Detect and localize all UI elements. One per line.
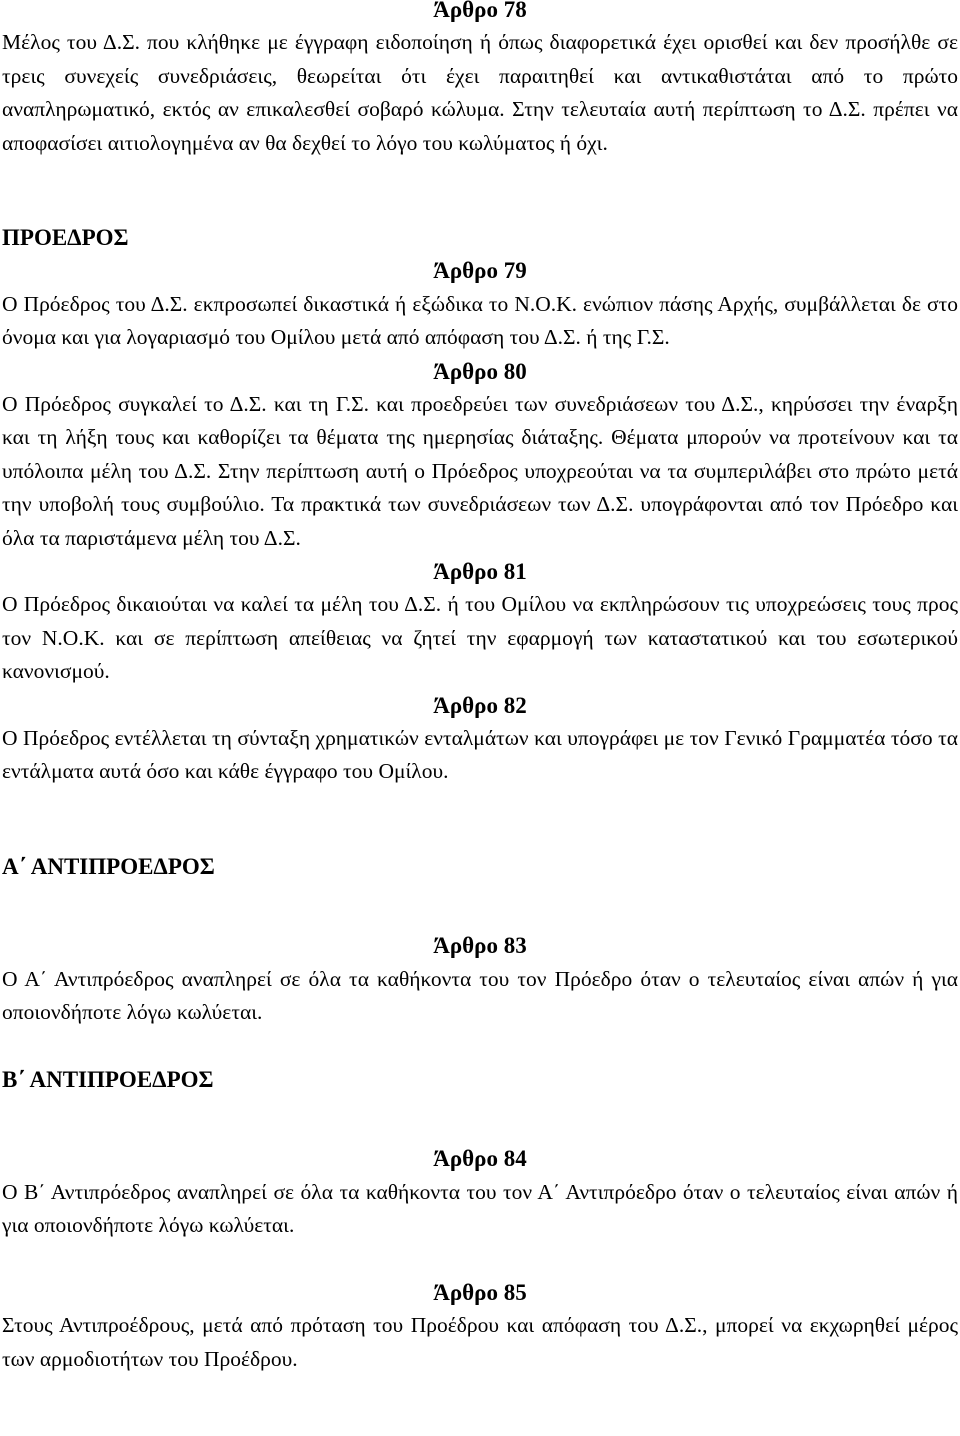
section-title-president: ΠΡΟΕΔΡΟΣ <box>2 225 129 251</box>
article-83-text: Ο Α΄ Αντιπρόεδρος αναπληρεί σε όλα τα καθήκοντα του τον Πρόεδρο όταν ο τελευταίος είναι απών ή για οποιονδήποτε λόγω κωλύεται. <box>2 966 958 1025</box>
article-78-title: Άρθρο 78 <box>433 0 527 22</box>
spacer <box>0 883 960 929</box>
article-85-text: Στους Αντιπροέδρους, μετά από πρόταση του Προέδρου και απόφαση του Δ.Σ., μπορεί να εκχωρηθεί μέρος των αρμοδιοτήτων του Προέδρου. <box>2 1313 958 1371</box>
article-82-title: Άρθρο 82 <box>433 692 527 718</box>
article-85-title: Άρθρο 85 <box>433 1279 527 1305</box>
section-title-vice-president-b: Β΄ ΑΝΤΙΠΡΟΕΔΡΟΣ <box>2 1066 214 1092</box>
article-82-text: Ο Πρόεδρος εντέλλεται τη σύνταξη χρηματικών ενταλμάτων και υπογράφει με τον Γενικό Γραμματέα τόσο τα εντάλματα αυτά όσο και κάθε έγγραφο του Ομίλου. <box>2 726 958 784</box>
spacer <box>0 1096 960 1142</box>
article-81-text: Ο Πρόεδρος δικαιούται να καλεί τα μέλη του Δ.Σ. ή του Ομίλου να εκπληρώσουν τις υποχρεώσεις τους προς τον Ν.Ο.Κ. και σε περίπτωση απείθειας να ζητεί την εφαρμογή των καταστατικού και του εσωτερικού κανονισμού. <box>2 592 958 684</box>
article-79-text: Ο Πρόεδρος του Δ.Σ. εκπροσωπεί δικαστικά ή εξώδικα το Ν.Ο.Κ. ενώπιον πάσης Αρχής, συμβάλλεται δε στο όνομα και για λογαριασμό του Ομίλου μετά από απόφαση του Δ.Σ. ή της Γ.Σ. <box>2 291 958 350</box>
spacer <box>0 789 960 850</box>
article-81-title: Άρθρο 81 <box>433 559 527 585</box>
section-title-vice-president-a: Α΄ ΑΝΤΙΠΡΟΕΔΡΟΣ <box>2 853 215 879</box>
article-80-title: Άρθρο 80 <box>433 358 527 384</box>
article-83-title: Άρθρο 83 <box>433 933 527 959</box>
spacer <box>0 1029 960 1062</box>
article-78-text: Μέλος του Δ.Σ. που κλήθηκε με έγγραφη ειδοποίηση ή όπως διαφορετικά έχει ορισθεί και δεν προσήλθε σε τρεις συνεχείς συνεδριάσεις, θεωρείται ότι έχει παραιτηθεί και αντικαθιστάται από το πρώτο αναπληρωματικό, εκτός αν επικαλεσθεί σοβαρό κώλυμα. Στην τελευταία αυτή περίπτωση το Δ.Σ. πρέπει να αποφασίσει αιτιολογημένα αν θα δεχθεί το λόγο του κωλύματος ή όχι. <box>2 30 958 155</box>
article-84-text: Ο Β΄ Αντιπρόεδρος αναπληρεί σε όλα τα καθήκοντα του τον Α΄ Αντιπρόεδρο όταν ο τελευταίος είναι απών ή για οποιονδήποτε λόγω κωλύεται. <box>2 1179 958 1238</box>
article-84-title: Άρθρο 84 <box>433 1146 527 1172</box>
spacer <box>0 160 960 221</box>
article-79-title: Άρθρο 79 <box>433 258 527 284</box>
spacer <box>0 1242 960 1275</box>
article-80-text: Ο Πρόεδρος συγκαλεί το Δ.Σ. και τη Γ.Σ. και προεδρεύει των συνεδριάσεων του Δ.Σ., κηρύσσει την έναρξη και τη λήξη τους και καθορίζει τα θέματα της ημερησίας διάταξης. Θέματα μπορούν να προτείνουν και τα υπόλοιπα μέλη του Δ.Σ. Στην περίπτωση αυτή ο Πρόεδρος υποχρεούται να τα συμπεριλάβει στο πρώτο μετά την υποβολή τους συμβούλιο. Τα πρακτικά των συνεδριάσεων των Δ.Σ. υπογράφονται από τον Πρόεδρο και όλα τα παριστάμενα μέλη του Δ.Σ. <box>2 392 958 550</box>
